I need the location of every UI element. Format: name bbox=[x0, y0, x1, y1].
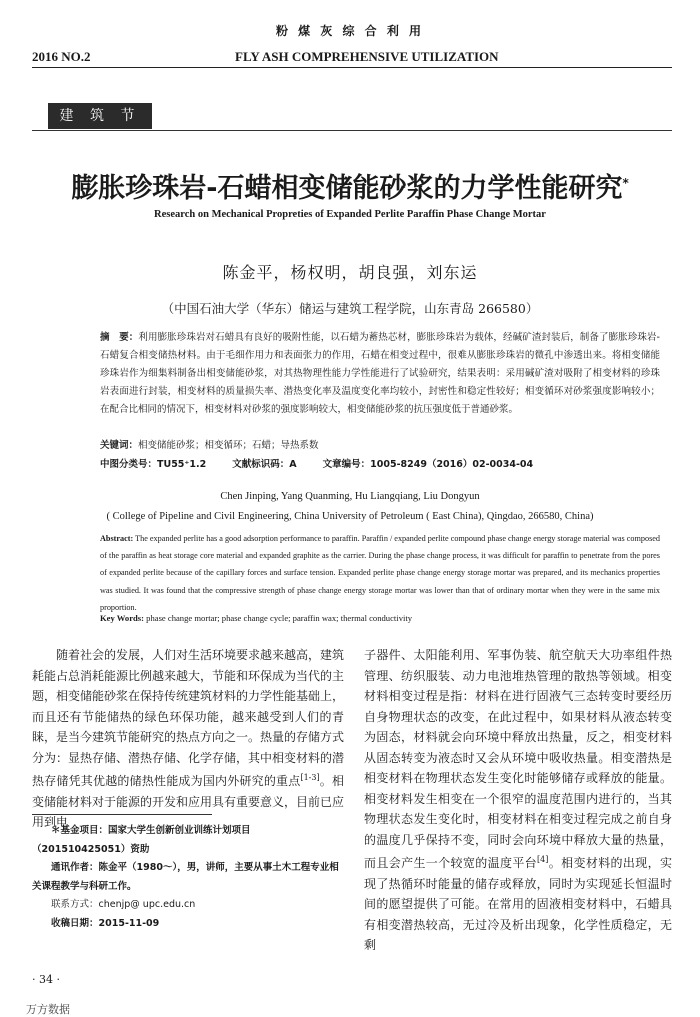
footnote-contact: 联系方式：chenjp@ upc.edu.cn bbox=[51, 899, 196, 910]
title-footnote-mark: * bbox=[622, 176, 629, 190]
body-text: 。相变材料的出现，实现了热循环时能量的储存或释放，同时为实现延长恒温时间的愿望提供了可能。在常用的固液相变材料中，石蜡具有相变潜热较高，无过冷及析出现象，化学性质稳定，无剩 bbox=[364, 856, 672, 952]
footnotes bbox=[32, 822, 344, 933]
journal-title-cn: 粉 煤 灰 综 合 利 用 bbox=[275, 24, 425, 38]
issue-number: 2016 NO.2 bbox=[32, 49, 91, 64]
citation-ref: [4] bbox=[537, 855, 549, 864]
body-text: 子器件、太阳能利用、军事伪装、航空航天大功率组件热管理、纺织服装、动力电池堆热管理的散热等领域。相变材料相变过程是指：材料在进行固液气三态转变时要经历自身物理状态的改变，在此过程中，如果材料从液态转变为固态，材料就会向环境中释放出热量，反之，相变材料从固态转变为液态时又会从环境中吸收热量。相变潜热是相变材料在物理状态发生变化时能够储存或释放的能量。相变材料发生相变在一个很窄的温度范围内进行的，当其物理状态发生变化时，相变材料在相变过程完成之前自身的温度几乎保持不变，同时会向环境中释放大量的热量，而且会产生一个较宽的温度平台 bbox=[364, 648, 672, 870]
body-paragraph bbox=[32, 645, 344, 833]
paper-title-en: Research on Mechanical Propreties of Expanded Perlite Paraffin Phase Change Mortar bbox=[154, 209, 546, 220]
authors-en: Chen Jinping, Yang Quanming, Hu Liangqiang, Liu Dongyun bbox=[220, 491, 480, 502]
section-label: 建 筑 节 能 bbox=[48, 103, 152, 129]
body-column-left bbox=[32, 645, 344, 833]
keywords-cn-label: 关键词： bbox=[100, 440, 139, 451]
journal-title-en: FLY ASH COMPREHENSIVE UTILIZATION bbox=[235, 49, 499, 64]
paper-title-text: 膨胀珍珠岩-石蜡相变储能砂浆的力学性能研究 bbox=[71, 173, 623, 204]
footnote-rule bbox=[32, 814, 212, 815]
footnote-fund: ＊基金项目：国家大学生创新创业训练计划项目（201510425051）资助 bbox=[32, 825, 251, 855]
affiliation-en: ( College of Pipeline and Civil Engineering, China University of Petroleum ( East China), Qingdao, 266580, China) bbox=[106, 511, 594, 522]
body-column-right bbox=[364, 645, 672, 956]
abstract-en-text: The expanded perlite has a good adsorption performance to paraffin. Paraffin / expanded perlite compound phase change energy storage material was composed of the paraffin as heat storage core material and expanded graphite as the carrier. During the phase change process, it was difficult for paraffin to penetrate from the pores of expanded perlite because of the capillary forces and surface tension. Expanded perlite phase change energy storage mortar was prepared, and its mechanics properties was studied. It was found that the compressive strength of phase change energy storage mortar was lower than that of ordinary mortar when they were in the same mix proportion. bbox=[100, 534, 660, 612]
abstract-en bbox=[100, 530, 660, 616]
footer-watermark: 万方数据 bbox=[26, 1003, 70, 1016]
abstract-cn-label: 摘 要： bbox=[100, 332, 139, 343]
keywords-en-label: Key Words: bbox=[100, 613, 145, 623]
affiliation-cn: （中国石油大学（华东）储运与建筑工程学院，山东青岛 266580） bbox=[161, 301, 539, 316]
page-number: · 34 · bbox=[32, 973, 60, 986]
classification-line bbox=[100, 456, 660, 470]
authors-cn: 陈金平，杨权明，胡良强，刘东运 bbox=[222, 263, 478, 282]
document-code: 文献标识码：A bbox=[232, 459, 297, 470]
header-rule bbox=[32, 67, 672, 68]
abstract-en-label: Abstract: bbox=[100, 534, 134, 543]
article-number: 文章编号：1005-8249（2016）02-0034-04 bbox=[322, 459, 534, 470]
body-paragraph bbox=[364, 645, 672, 956]
keywords-en-text: phase change mortar; phase change cycle; paraffin wax; thermal conductivity bbox=[144, 613, 413, 623]
paper-title-cn bbox=[0, 166, 700, 205]
abstract-cn-text: 利用膨胀珍珠岩对石蜡具有良好的吸附性能，以石蜡为蓄热芯材，膨胀珍珠岩为载体，经碱矿渣封装后，制备了膨胀珍珠岩-石蜡复合相变储热材料。由于毛细作用力和表面张力的作用，石蜡在相变过程中，很难从膨胀珍珠岩的微孔中渗透出来。将相变储能珍珠岩作为细集料制备出相变储能砂浆，对其热物理性能力学性能进行了试验研究，结果表明：采用碱矿渣对吸附了相变材料的珍珠岩表面进行封装，相变材料的质量损失率、潜热变化率及温度变化率均较小，封密性和稳定性较好；相变循环对砂浆强度影响较小；在配合比相同的情况下，相变材料对砂浆的强度影响较大，相变储能砂浆的抗压强度低于普通砂浆。 bbox=[100, 332, 660, 415]
footnote-received: 收稿日期：2015-11-09 bbox=[51, 917, 160, 929]
footnote-author: 通讯作者：陈金平（1980～），男，讲师，主要从事土木工程专业相关课程教学与科研工作。 bbox=[32, 862, 339, 892]
body-text: 。相变储能材料对于能源的开发和应用具有重要意义，目前已应用到电 bbox=[32, 774, 345, 829]
citation-ref: [1-3] bbox=[300, 773, 320, 782]
body-text: 随着社会的发展，人们对生活环境要求越来越高，建筑耗能占总消耗能源比例越来越大，节能和环保成为当代的主题，相变储能砂浆在保持传统建筑材料的力学性能基础上，而且还有节能储热的绿色环保功能，越来越受到人们的青睐，是当今建筑节能研究的热点方向之一。热量的存储方式分为：显热存储、潜热存储、化学存储，其中相变材料的潜热存储凭其优越的储热性能成为国内外研究的重点 bbox=[32, 648, 345, 788]
clc-number: 中图分类号：TU55⁺1.2 bbox=[100, 459, 207, 470]
keywords-cn bbox=[100, 437, 319, 451]
section-rule bbox=[32, 130, 672, 131]
keywords-cn-text: 相变储能砂浆；相变循环；石蜡；导热系数 bbox=[138, 440, 319, 451]
keywords-en bbox=[100, 613, 412, 623]
abstract-cn bbox=[100, 329, 660, 419]
